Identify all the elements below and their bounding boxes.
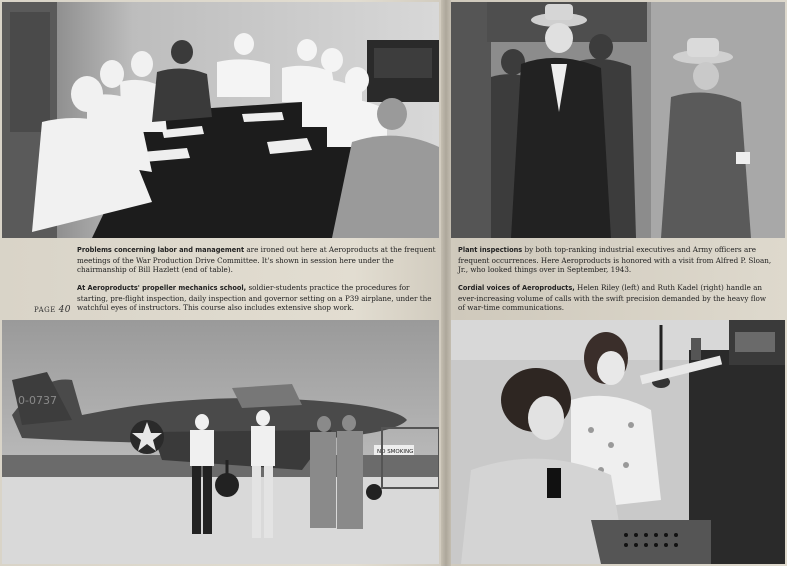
page-label-text: PAGE bbox=[34, 306, 56, 314]
photo-telephone-operators bbox=[451, 320, 785, 564]
photo-plant-inspection bbox=[451, 2, 785, 238]
page-number bbox=[34, 305, 71, 315]
caption-committee-body: are ironed out here at Aeroproducts at the frequent meetings of the War Production Drive Committee. It's shown in session here under the chairmanship of Bill Hazlett (end of table). bbox=[77, 245, 436, 274]
page-number-value: 40 bbox=[58, 305, 72, 315]
caption-committee bbox=[77, 245, 439, 275]
plane-tail-number: 0-0737 bbox=[18, 394, 57, 407]
photo-committee-meeting bbox=[2, 2, 439, 238]
caption-committee-lead: Problems concerning labor and management bbox=[77, 246, 245, 254]
binding-gutter bbox=[441, 0, 451, 566]
no-smoking-sign: NO SMOKING bbox=[377, 449, 414, 455]
caption-voices-lead: Cordial voices of Aeroproducts, bbox=[458, 284, 575, 292]
caption-inspection-lead: Plant inspections bbox=[458, 246, 523, 254]
caption-voices-body: Helen Riley (left) and Ruth Kadel (right) handle an ever-increasing volume of calls with the swift precision demanded by the heavy flow of war-time communications. bbox=[458, 283, 766, 312]
caption-inspection-body: by both top-ranking industrial executives and Army officers are frequent occurrences. Here Aeroproducts is honored with a visit from Alfred P. Sloan, Jr., who looked things over in September, 1943. bbox=[458, 245, 772, 274]
photo-p39-airplane bbox=[2, 320, 439, 564]
caption-propeller-lead: At Aeroproducts' propeller mechanics school, bbox=[77, 284, 247, 292]
caption-cordial-voices bbox=[458, 283, 774, 313]
caption-plant-inspection bbox=[458, 245, 774, 275]
caption-propeller-body: soldier-students practice the procedures for starting, pre-flight inspection, daily inspection and governor setting on a P39 airplane, under the watchful eyes of instructors. This course also includes extensive shop work. bbox=[77, 283, 432, 312]
caption-propeller-school bbox=[77, 283, 439, 313]
